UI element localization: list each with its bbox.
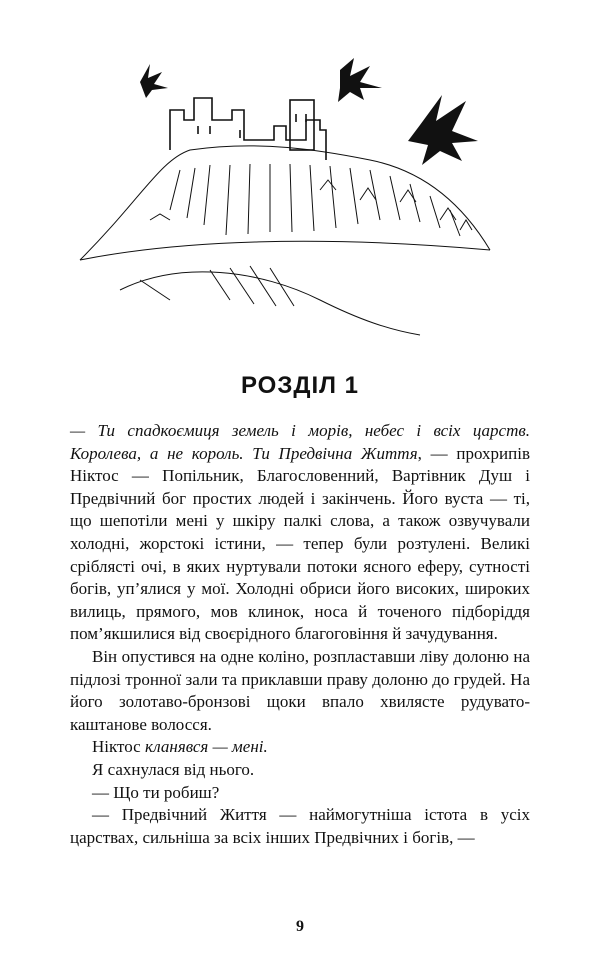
paragraph: Я сахнулася від нього. — [92, 759, 255, 779]
page-number: 9 — [296, 918, 304, 935]
italic-quote: — Ти спадкоємиця земель і морів, небес і всіх царств. Королева, а не король. Ти Предвічна Життя — [70, 421, 530, 463]
chapter-text — [70, 420, 530, 849]
dragon-icon — [408, 95, 478, 165]
chapter-title: РОЗДІЛ 1 — [240, 372, 359, 399]
dragon-icon — [140, 64, 168, 98]
dialogue-line: — Що ти робиш? — [92, 782, 220, 802]
hill-icon — [80, 146, 490, 335]
paragraph: — Ти спадкоємиця земель і морів, небес і всіх царств. Королева, а не король. Ти Предвічна Життя, — прохрипів Ніктос — Попільник, Благословенний, Вартівник Душ і Предвічний бог простих людей і закінчень. Його вуста — ті, що шепотіли мені у шкіру палкі слова, а також озвучували холодні, жорстокі істини, — тепер були розтулені. Великі сріблясті очі, в яких нуртували потоки ясного еферу, сутності богів, уп’ялися у мої. Холодні обриси його високих, широких вилиць, прямого, мов клинок, носа й точеного підборіддя пом’якшилися від своєрідного благоговіння й зачудування. — [70, 421, 530, 644]
castle-icon — [170, 98, 326, 160]
castle-dragons-illustration — [60, 30, 530, 350]
paragraph: Він опустився на одне коліно, розпластавши ліву долоню на підлозі тронної зали та приклавши праву долоню до грудей. На його золотаво-бронзові щоки впало хвилясте рудувато-каштанове волосся. — [70, 646, 530, 734]
paragraph: Ніктос кланявся — мені. — [92, 737, 268, 757]
dialogue-line: — Предвічний Життя — наймогутніша істота в усіх царствах, сильніша за всіх інших Предвічних і богів, — — [70, 805, 530, 847]
dragon-icon — [338, 58, 382, 102]
